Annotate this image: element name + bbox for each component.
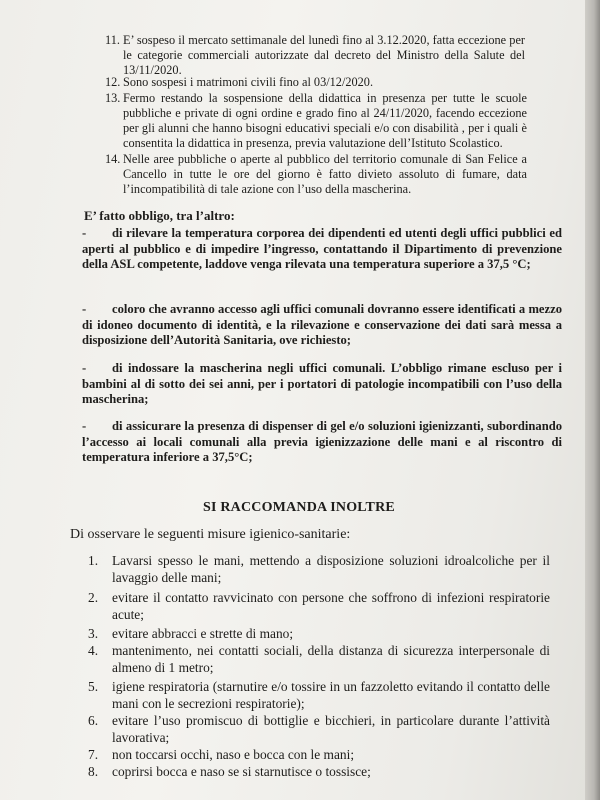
measure-text: mantenimento, nei contatti sociali, della distanza di sicurezza interpersonale di almeno di 1 metro; <box>112 643 550 675</box>
measure-item <box>88 625 550 642</box>
obligation-item <box>82 419 562 466</box>
measure-text: evitare l’uso promiscuo di bottiglie e bicchieri, in particolare durante l’attività lavorativa; <box>112 713 550 745</box>
measure-number: 5. <box>88 679 99 694</box>
item-text: Nelle aree pubbliche o aperte al pubblico del territorio comunale di San Felice a Cancello in tutte le ore del giorno è fatto divieto assoluto di fumare, data l’incompatibilità di tale azione con l’uso della mascherina. <box>123 152 527 196</box>
obligation-text: di rilevare la temperatura corporea dei dipendenti ed utenti degli uffici pubblici ed aperti al pubblico e di impedire l’ingresso, contattando il Dipartimento di prevenzione della ASL competente, laddove venga rilevata una temperatura superiore a 37,5 °C; <box>82 226 562 271</box>
item-text: E’ sospeso il mercato settimanale del lunedì fino al 3.12.2020, fatta eccezione per le categorie commerciali autorizzate dal decreto del Ministro della Salute del 13/11/2020. <box>123 33 525 77</box>
measure-item <box>88 678 550 712</box>
measure-text: non toccarsi occhi, naso e bocca con le mani; <box>112 747 355 762</box>
measure-number: 2. <box>88 590 99 605</box>
obligation-text: di indossare la mascherina negli uffici comunali. L’obbligo rimane escluso per i bambini al di sotto dei sei anni, per i portatori di patologie incompatibili con l’uso della mascherina; <box>82 361 562 406</box>
obligation-item <box>82 361 562 408</box>
intro-text: Di osservare le seguenti misure igienico-sanitarie: <box>70 527 351 542</box>
item-number: 11. <box>105 33 120 47</box>
measure-number: 1. <box>88 553 99 568</box>
measure-item <box>88 552 550 586</box>
measure-text: igiene respiratoria (starnutire e/o tossire in un fazzoletto evitando il contatto delle mani con le secrezioni respiratorie); <box>112 679 550 711</box>
measure-item <box>88 746 550 763</box>
bullet-dash: - <box>82 226 87 240</box>
bullet-dash: - <box>82 302 87 316</box>
section-title: SI RACCOMANDA INOLTRE <box>203 500 395 515</box>
obbligo-heading: E’ fatto obbligo, tra l’altro: <box>84 208 235 223</box>
obligation-text: coloro che avranno accesso agli uffici comunali dovranno essere identificati a mezzo di idoneo documento di identità, e la rilevazione e conservazione dei dati sarà messa a disposizione dell’Autorità Sanitaria, ove richiesto; <box>82 302 562 347</box>
measure-number: 6. <box>88 713 99 728</box>
bullet-dash: - <box>82 419 87 433</box>
item-text: Fermo restando la sospensione della didattica in presenza per tutte le scuole pubbliche e private di ogni ordine e grado fino al 24/11/2020, facendo eccezione per gli alunni che hanno bisogni educativi speciali e/o con disabilità , per i quali è consentita la didattica in presenza, previa valutazione dell’Istituto Scolastico. <box>123 91 527 150</box>
measure-text: Lavarsi spesso le mani, mettendo a disposizione soluzioni idroalcoliche per il lavaggio delle mani; <box>112 553 550 585</box>
obligation-item <box>82 226 562 273</box>
obligation-text: di assicurare la presenza di dispenser di gel e/o soluzioni igienizzanti, subordinando l’accesso ai locali comunali alla previa igienizzazione delle mani e al riscontro di temperatura inferiore a 37,5°C; <box>82 419 562 464</box>
measure-number: 8. <box>88 764 99 779</box>
bullet-dash: - <box>82 361 87 375</box>
measure-text: evitare il contatto ravvicinato con persone che soffrono di infezioni respiratorie acute; <box>112 590 550 622</box>
item-number: 13. <box>105 91 121 105</box>
measure-number: 7. <box>88 747 99 762</box>
item-number: 12. <box>105 75 121 89</box>
measure-text: coprirsi bocca e naso se si starnutisce o tossisce; <box>112 764 371 779</box>
measure-item <box>88 712 550 746</box>
measure-item <box>88 589 550 623</box>
background-edge <box>585 0 600 800</box>
measure-number: 4. <box>88 643 99 658</box>
measure-number: 3. <box>88 626 99 641</box>
obligation-item <box>82 302 562 349</box>
measure-item <box>88 763 550 780</box>
item-number: 14. <box>105 152 121 166</box>
measure-text: evitare abbracci e strette di mano; <box>112 626 294 641</box>
item-text: Sono sospesi i matrimoni civili fino al 03/12/2020. <box>123 75 374 89</box>
measure-item <box>88 642 550 676</box>
